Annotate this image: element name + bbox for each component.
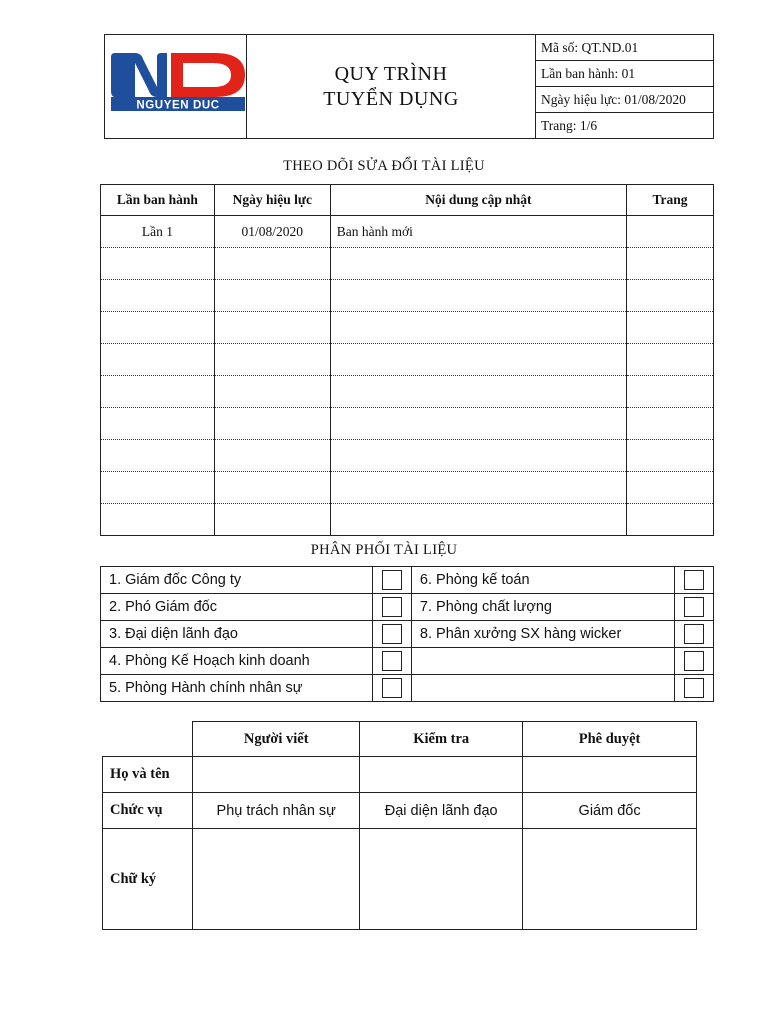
cell-issue <box>101 440 215 472</box>
table-row <box>101 216 714 248</box>
checkbox-cell[interactable] <box>373 621 412 648</box>
cell-date <box>214 280 330 312</box>
distribution-item: 1. Giám đốc Công ty <box>101 567 373 594</box>
cell-content <box>330 504 626 536</box>
approver-position: Giám đốc <box>523 793 697 829</box>
checkbox-cell[interactable] <box>373 648 412 675</box>
cell-issue <box>101 408 215 440</box>
distribution-item: 8. Phân xưởng SX hàng wicker <box>411 621 674 648</box>
cell-content <box>330 472 626 504</box>
distribution-item <box>411 648 674 675</box>
cell-content <box>330 344 626 376</box>
cell-page <box>627 280 714 312</box>
distribution-item: 3. Đại diện lãnh đạo <box>101 621 373 648</box>
approval-row-name <box>103 757 697 793</box>
table-row <box>101 312 714 344</box>
checkbox[interactable] <box>684 570 704 590</box>
cell-issue: Lần 1 <box>101 216 215 248</box>
cell-page <box>627 344 714 376</box>
distribution-item: 7. Phòng chất lượng <box>411 594 674 621</box>
cell-content <box>330 408 626 440</box>
cell-issue <box>101 376 215 408</box>
approval-row-position <box>103 793 697 829</box>
table-row <box>101 280 714 312</box>
cell-page <box>627 376 714 408</box>
cell-date <box>214 344 330 376</box>
cell-page <box>627 248 714 280</box>
doc-code: Mã số: QT.ND.01 <box>536 35 714 61</box>
checkbox-cell[interactable] <box>373 567 412 594</box>
empty-corner <box>103 722 193 757</box>
table-row <box>101 504 714 536</box>
row-label-name: Họ và tên <box>103 757 193 793</box>
issue-number: Lần ban hành: 01 <box>536 61 714 87</box>
cell-page <box>627 440 714 472</box>
revision-header-row <box>101 185 714 216</box>
col-header-reviewer: Kiểm tra <box>360 722 523 757</box>
checkbox[interactable] <box>382 570 402 590</box>
table-row <box>101 344 714 376</box>
checkbox[interactable] <box>684 597 704 617</box>
title-line-1: QUY TRÌNH <box>334 62 448 85</box>
checkbox-cell[interactable] <box>675 621 714 648</box>
checkbox-cell[interactable] <box>675 675 714 702</box>
row-label-signature: Chữ ký <box>103 829 193 930</box>
cell-date <box>214 408 330 440</box>
distribution-row <box>101 567 714 594</box>
cell-date: 01/08/2020 <box>214 216 330 248</box>
cell-date <box>214 376 330 408</box>
col-header-writer: Người viết <box>193 722 360 757</box>
document-title <box>247 35 536 139</box>
cell-content <box>330 280 626 312</box>
table-row <box>101 376 714 408</box>
distribution-table <box>100 566 714 702</box>
checkbox[interactable] <box>684 624 704 644</box>
table-row <box>101 472 714 504</box>
col-header-page: Trang <box>627 185 714 216</box>
document-header <box>104 34 714 139</box>
distribution-section-title: PHÂN PHỐI TÀI LIỆU <box>310 542 458 558</box>
title-line-2: TUYỂN DỤNG <box>323 87 459 110</box>
effective-date: Ngày hiệu lực: 01/08/2020 <box>536 87 714 113</box>
cell-page <box>627 504 714 536</box>
reviewer-position: Đại diện lãnh đạo <box>360 793 523 829</box>
distribution-row <box>101 621 714 648</box>
cell-date <box>214 472 330 504</box>
table-row <box>101 408 714 440</box>
approval-header-row <box>103 722 697 757</box>
cell-issue <box>101 248 215 280</box>
approver-name-field[interactable] <box>523 757 697 793</box>
writer-signature-field[interactable] <box>193 829 360 930</box>
cell-date <box>214 312 330 344</box>
checkbox[interactable] <box>684 678 704 698</box>
cell-content <box>330 440 626 472</box>
checkbox-cell[interactable] <box>675 594 714 621</box>
cell-issue <box>101 312 215 344</box>
writer-position: Phụ trách nhân sự <box>193 793 360 829</box>
cell-page <box>627 312 714 344</box>
cell-content <box>330 248 626 280</box>
cell-issue <box>101 472 215 504</box>
col-header-content: Nội dung cập nhật <box>330 185 626 216</box>
approval-table <box>102 721 697 930</box>
row-label-position: Chức vụ <box>103 793 193 829</box>
company-logo <box>105 35 246 133</box>
cell-date <box>214 440 330 472</box>
checkbox[interactable] <box>382 624 402 644</box>
distribution-row <box>101 648 714 675</box>
cell-page <box>627 408 714 440</box>
distribution-item: 6. Phòng kế toán <box>411 567 674 594</box>
checkbox-cell[interactable] <box>675 567 714 594</box>
col-header-approver: Phê duyệt <box>523 722 697 757</box>
checkbox[interactable] <box>382 678 402 698</box>
cell-content: Ban hành mới <box>330 216 626 248</box>
approver-signature-field[interactable] <box>523 829 697 930</box>
checkbox-cell[interactable] <box>373 675 412 702</box>
cell-issue <box>101 504 215 536</box>
revision-table <box>100 184 714 536</box>
distribution-item: 2. Phó Giám đốc <box>101 594 373 621</box>
cell-content <box>330 376 626 408</box>
cell-date <box>214 248 330 280</box>
distribution-item <box>411 675 674 702</box>
reviewer-signature-field[interactable] <box>360 829 523 930</box>
checkbox-cell[interactable] <box>675 648 714 675</box>
page-number: Trang: 1/6 <box>536 113 714 139</box>
cell-content <box>330 312 626 344</box>
approval-row-signature <box>103 829 697 930</box>
cell-issue <box>101 344 215 376</box>
table-row <box>101 248 714 280</box>
writer-name-field[interactable] <box>193 757 360 793</box>
table-row <box>101 440 714 472</box>
col-header-issue: Lần ban hành <box>101 185 215 216</box>
distribution-item: 5. Phòng Hành chính nhân sự <box>101 675 373 702</box>
checkbox-cell[interactable] <box>373 594 412 621</box>
distribution-row <box>101 594 714 621</box>
cell-issue <box>101 280 215 312</box>
revision-section-title: THEO DÕI SỬA ĐỔI TÀI LIỆU <box>283 158 485 174</box>
reviewer-name-field[interactable] <box>360 757 523 793</box>
checkbox[interactable] <box>382 651 402 671</box>
cell-page <box>627 216 714 248</box>
distribution-item: 4. Phòng Kế Hoạch kinh doanh <box>101 648 373 675</box>
col-header-date: Ngày hiệu lực <box>214 185 330 216</box>
checkbox[interactable] <box>684 651 704 671</box>
cell-page <box>627 472 714 504</box>
distribution-row <box>101 675 714 702</box>
logo-cell <box>105 35 247 139</box>
logo-text: NGUYEN DUC <box>136 99 220 112</box>
cell-date <box>214 504 330 536</box>
checkbox[interactable] <box>382 597 402 617</box>
